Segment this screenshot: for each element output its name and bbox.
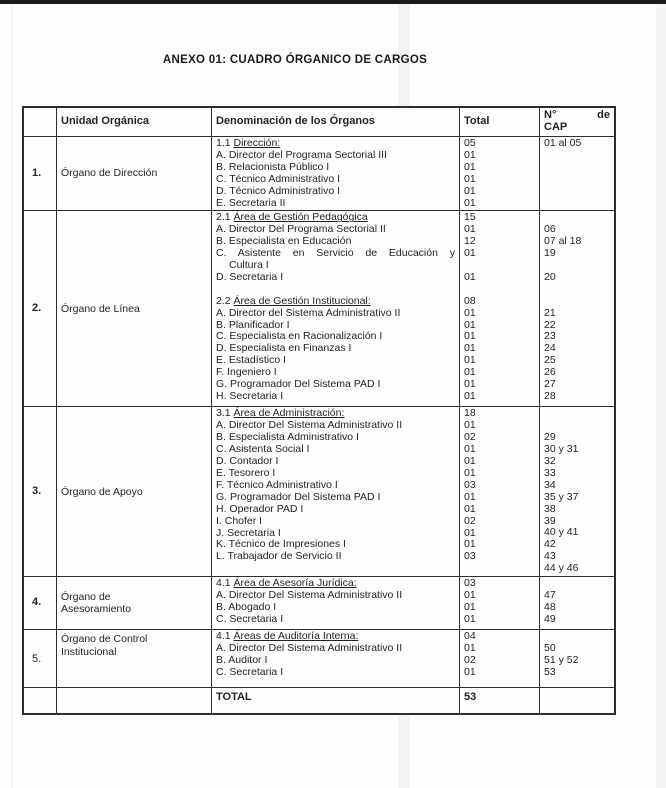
total-line: 12 — [464, 235, 476, 248]
section-number: 3.1 — [216, 407, 234, 420]
den-line: A. Director Del Sistema Administrativo II — [216, 589, 403, 601]
denominacion-cell — [211, 211, 459, 406]
total-line: 01 — [464, 330, 476, 343]
total-line: 01 — [464, 306, 476, 319]
table-row — [24, 136, 614, 210]
cap-cell — [539, 137, 614, 210]
section-number: 4.1 — [216, 630, 234, 643]
total-row-label: TOTAL — [211, 688, 459, 713]
total-line: 01 — [464, 196, 476, 209]
section-title-underlined: Área de Gestión Pedagógica — [233, 211, 368, 224]
den-line: B. Auditor I — [216, 653, 268, 666]
den-line: C. Asistenta Social I — [216, 443, 310, 456]
den-line: E. Secretaria II — [216, 196, 286, 209]
total-cell — [459, 407, 539, 576]
den-line: E. Tesorero I — [216, 466, 276, 479]
scan-artifact-top — [0, 0, 666, 4]
total-line: 01 — [464, 148, 476, 161]
total-line: 01 — [464, 184, 476, 197]
cap-line — [544, 296, 610, 308]
table-row — [24, 576, 614, 629]
den-line: K. Técnico de Impresiones I — [216, 538, 346, 551]
total-row-value: 53 — [459, 688, 539, 713]
cap-line: 25 — [544, 354, 556, 367]
den-line: Cultura I — [229, 259, 269, 272]
cap-line: 01 al 05 — [544, 137, 582, 149]
cap-line: 47 — [544, 588, 556, 601]
total-line: 01 — [464, 160, 476, 173]
cap-line: 34 — [544, 478, 556, 491]
total-line: 01 — [464, 466, 476, 479]
cap-line: 32 — [544, 455, 556, 468]
total-line: 01 — [464, 419, 476, 432]
row-number: 1. — [32, 166, 42, 179]
section-title-underlined: Dirección: — [233, 137, 281, 149]
total-line: 08 — [464, 294, 476, 307]
cap-line: 20 — [544, 270, 556, 283]
cap-cell — [539, 211, 614, 406]
unidad-line: Institucional — [61, 645, 117, 658]
total-line: 01 — [464, 354, 476, 367]
section-number: 1.1 — [216, 137, 234, 149]
den-line: B. Especialista Administrativo I — [216, 431, 359, 444]
header-total: Total — [459, 108, 539, 136]
den-line: A. Director Del Sistema Administrativo II — [216, 419, 403, 432]
den-line: A. Director Del Programa Sectorial II — [216, 223, 386, 236]
den-line: B. Abogado I — [216, 600, 277, 613]
cap-line — [544, 284, 610, 296]
total-line: 01 — [464, 443, 476, 456]
total-line: 01 — [464, 318, 476, 331]
table-header-row — [24, 108, 614, 136]
total-line: 01 — [464, 642, 476, 654]
total-line: 01 — [464, 455, 476, 468]
total-line: 01 — [464, 390, 476, 402]
cap-line: 39 — [544, 514, 556, 527]
den-line: C. Técnico Administrativo I — [216, 172, 341, 185]
section-number: 2.2 — [216, 294, 234, 307]
cap-line: 38 — [544, 502, 556, 515]
row-number: 5. — [32, 652, 42, 665]
den-line: C. Secretaria I — [216, 665, 284, 678]
den-line: H. Secretaria I — [216, 390, 284, 403]
unidad-organica-cell — [56, 211, 211, 406]
table-total-row — [24, 687, 614, 713]
total-line — [464, 284, 535, 296]
row-number: 2. — [32, 301, 42, 314]
header-corner-cell — [24, 108, 56, 136]
section-title-underlined: Áreas de Auditoría Interna: — [233, 630, 359, 643]
cap-line: 06 — [544, 223, 556, 236]
cap-line: 40 y 41 — [544, 526, 579, 539]
total-line: 01 — [464, 490, 476, 503]
total-line: 01 — [464, 526, 476, 539]
scan-artifact-fold — [11, 4, 13, 788]
total-line: 01 — [464, 270, 476, 283]
total-line: 01 — [464, 342, 476, 355]
table-row — [24, 406, 614, 576]
total-cell — [459, 137, 539, 210]
section-title-underlined: Área de Gestión Institucional: — [233, 294, 371, 307]
total-row-cap-cell — [539, 688, 614, 713]
section-title-underlined: Área de Asesoría Jurídica: — [233, 577, 357, 590]
den-line: F. Ingeniero I — [216, 366, 277, 379]
unidad-line: Órgano de Línea — [61, 302, 140, 315]
total-cell — [459, 211, 539, 406]
cap-line: 43 — [544, 550, 556, 563]
cap-line: 48 — [544, 600, 556, 613]
unidad-organica-cell — [56, 630, 211, 687]
total-line: 03 — [464, 478, 476, 491]
den-line: C. Especialista en Racionalización I — [216, 330, 383, 343]
den-line: A. Director del Programa Sectorial III — [216, 148, 387, 161]
cap-line: 30 y 31 — [544, 443, 579, 456]
table-row — [24, 210, 614, 406]
header-denominacion: Denominación de los Órganos — [211, 108, 459, 136]
header-cap — [539, 108, 614, 136]
section-heading-line — [216, 296, 455, 308]
header-cap-de: de — [597, 109, 610, 121]
total-line: 01 — [464, 378, 476, 391]
total-line: 01 — [464, 502, 476, 515]
total-line: 04 — [464, 630, 476, 643]
row-number: 3. — [32, 484, 42, 497]
den-line: D. Técnico Administrativo I — [216, 184, 341, 197]
unidad-line: Asesoramiento — [61, 603, 132, 616]
cap-line: 49 — [544, 612, 556, 625]
cap-line: 23 — [544, 330, 556, 343]
den-line: A. Director del Sistema Administrativo II — [216, 306, 401, 319]
denominacion-cell — [211, 630, 459, 687]
total-line: 01 — [464, 612, 476, 625]
cap-line: 29 — [544, 431, 556, 444]
total-line: 18 — [464, 407, 476, 420]
den-line: C. Asistente en Servicio de Educación y — [216, 247, 455, 260]
cap-line: 33 — [544, 466, 556, 479]
total-line: 02 — [464, 653, 476, 666]
unidad-line: Órgano de Control — [61, 633, 148, 646]
cap-line: 35 y 37 — [544, 490, 579, 503]
denominacion-cell — [211, 137, 459, 210]
section-number: 2.1 — [216, 211, 234, 224]
total-cell — [459, 630, 539, 687]
total-line: 01 — [464, 600, 476, 613]
cap-line: 42 — [544, 538, 556, 551]
unidad-line: Órgano de Apoyo — [61, 485, 143, 498]
total-line: 05 — [464, 137, 476, 149]
scan-artifact-edge — [656, 4, 666, 788]
unidad-line: Órgano de — [61, 590, 111, 603]
cap-line: 24 — [544, 342, 556, 355]
total-line: 03 — [464, 577, 476, 590]
total-line: 15 — [464, 211, 476, 224]
header-cap-n: N° — [544, 109, 557, 121]
cap-line: 22 — [544, 318, 556, 331]
cap-cell — [539, 577, 614, 629]
section-title-underlined: Área de Administración: — [233, 407, 345, 420]
total-cell — [459, 577, 539, 629]
table-row — [24, 629, 614, 687]
page-title: ANEXO 01: CUADRO ÓRGANICO DE CARGOS — [162, 54, 428, 66]
den-line: I. Chofer I — [216, 514, 263, 527]
denominacion-cell — [211, 407, 459, 576]
cap-line: 50 — [544, 641, 556, 654]
total-line: 01 — [464, 247, 476, 260]
header-cap-line2: CAP — [544, 120, 568, 133]
den-line: E. Estadístico I — [216, 354, 287, 367]
total-line: 01 — [464, 538, 476, 551]
cap-cell — [539, 407, 614, 576]
total-row-num-cell — [24, 688, 56, 713]
cap-line: 19 — [544, 247, 556, 260]
total-line: 01 — [464, 172, 476, 185]
unidad-line: Órgano de Dirección — [61, 167, 158, 180]
cap-line — [544, 408, 610, 420]
den-line: D. Secretaria I — [216, 270, 284, 283]
unidad-organica-cell — [56, 407, 211, 576]
total-line: 01 — [464, 223, 476, 236]
cap-line: 07 al 18 — [544, 235, 582, 248]
total-row-unidad-cell — [56, 688, 211, 713]
den-line: B. Planificador I — [216, 318, 290, 331]
total-line: 01 — [464, 589, 476, 601]
unidad-organica-cell — [56, 577, 211, 629]
total-line: 03 — [464, 550, 476, 563]
den-line: B. Especialista en Educación — [216, 235, 352, 248]
cap-line: 21 — [544, 306, 556, 319]
cap-table — [22, 106, 616, 715]
cap-line: 26 — [544, 366, 556, 379]
den-line: H. Operador PAD I — [216, 502, 304, 515]
total-line: 02 — [464, 514, 476, 527]
den-line: G. Programador Del Sistema PAD I — [216, 490, 381, 503]
cap-line: 28 — [544, 389, 556, 402]
cap-cell — [539, 630, 614, 687]
total-line: 01 — [464, 366, 476, 379]
cap-line: 51 y 52 — [544, 653, 579, 666]
cap-line: 27 — [544, 378, 556, 391]
row-number: 4. — [32, 596, 42, 609]
den-line: B. Relacionista Público I — [216, 160, 330, 173]
total-line: 02 — [464, 431, 476, 444]
section-number: 4.1 — [216, 577, 234, 590]
cap-line: 44 y 46 — [544, 562, 579, 575]
den-line: C. Secretaria I — [216, 612, 284, 625]
den-line: A. Director Del Sistema Administrativo II — [216, 642, 403, 654]
den-line: L. Trabajador de Servicio II — [216, 550, 342, 563]
denominacion-cell — [211, 577, 459, 629]
den-line: G. Programador Del Sistema PAD I — [216, 378, 381, 391]
cap-line: 53 — [544, 665, 556, 678]
den-line: F. Técnico Administrativo I — [216, 478, 338, 491]
unidad-organica-cell — [56, 137, 211, 210]
den-line: D. Contador I — [216, 455, 279, 468]
header-unidad: Unidad Orgánica — [56, 108, 211, 136]
den-line: J. Secretaria I — [216, 526, 281, 539]
total-line: 01 — [464, 665, 476, 678]
den-line: D. Especialista en Finanzas I — [216, 342, 352, 355]
